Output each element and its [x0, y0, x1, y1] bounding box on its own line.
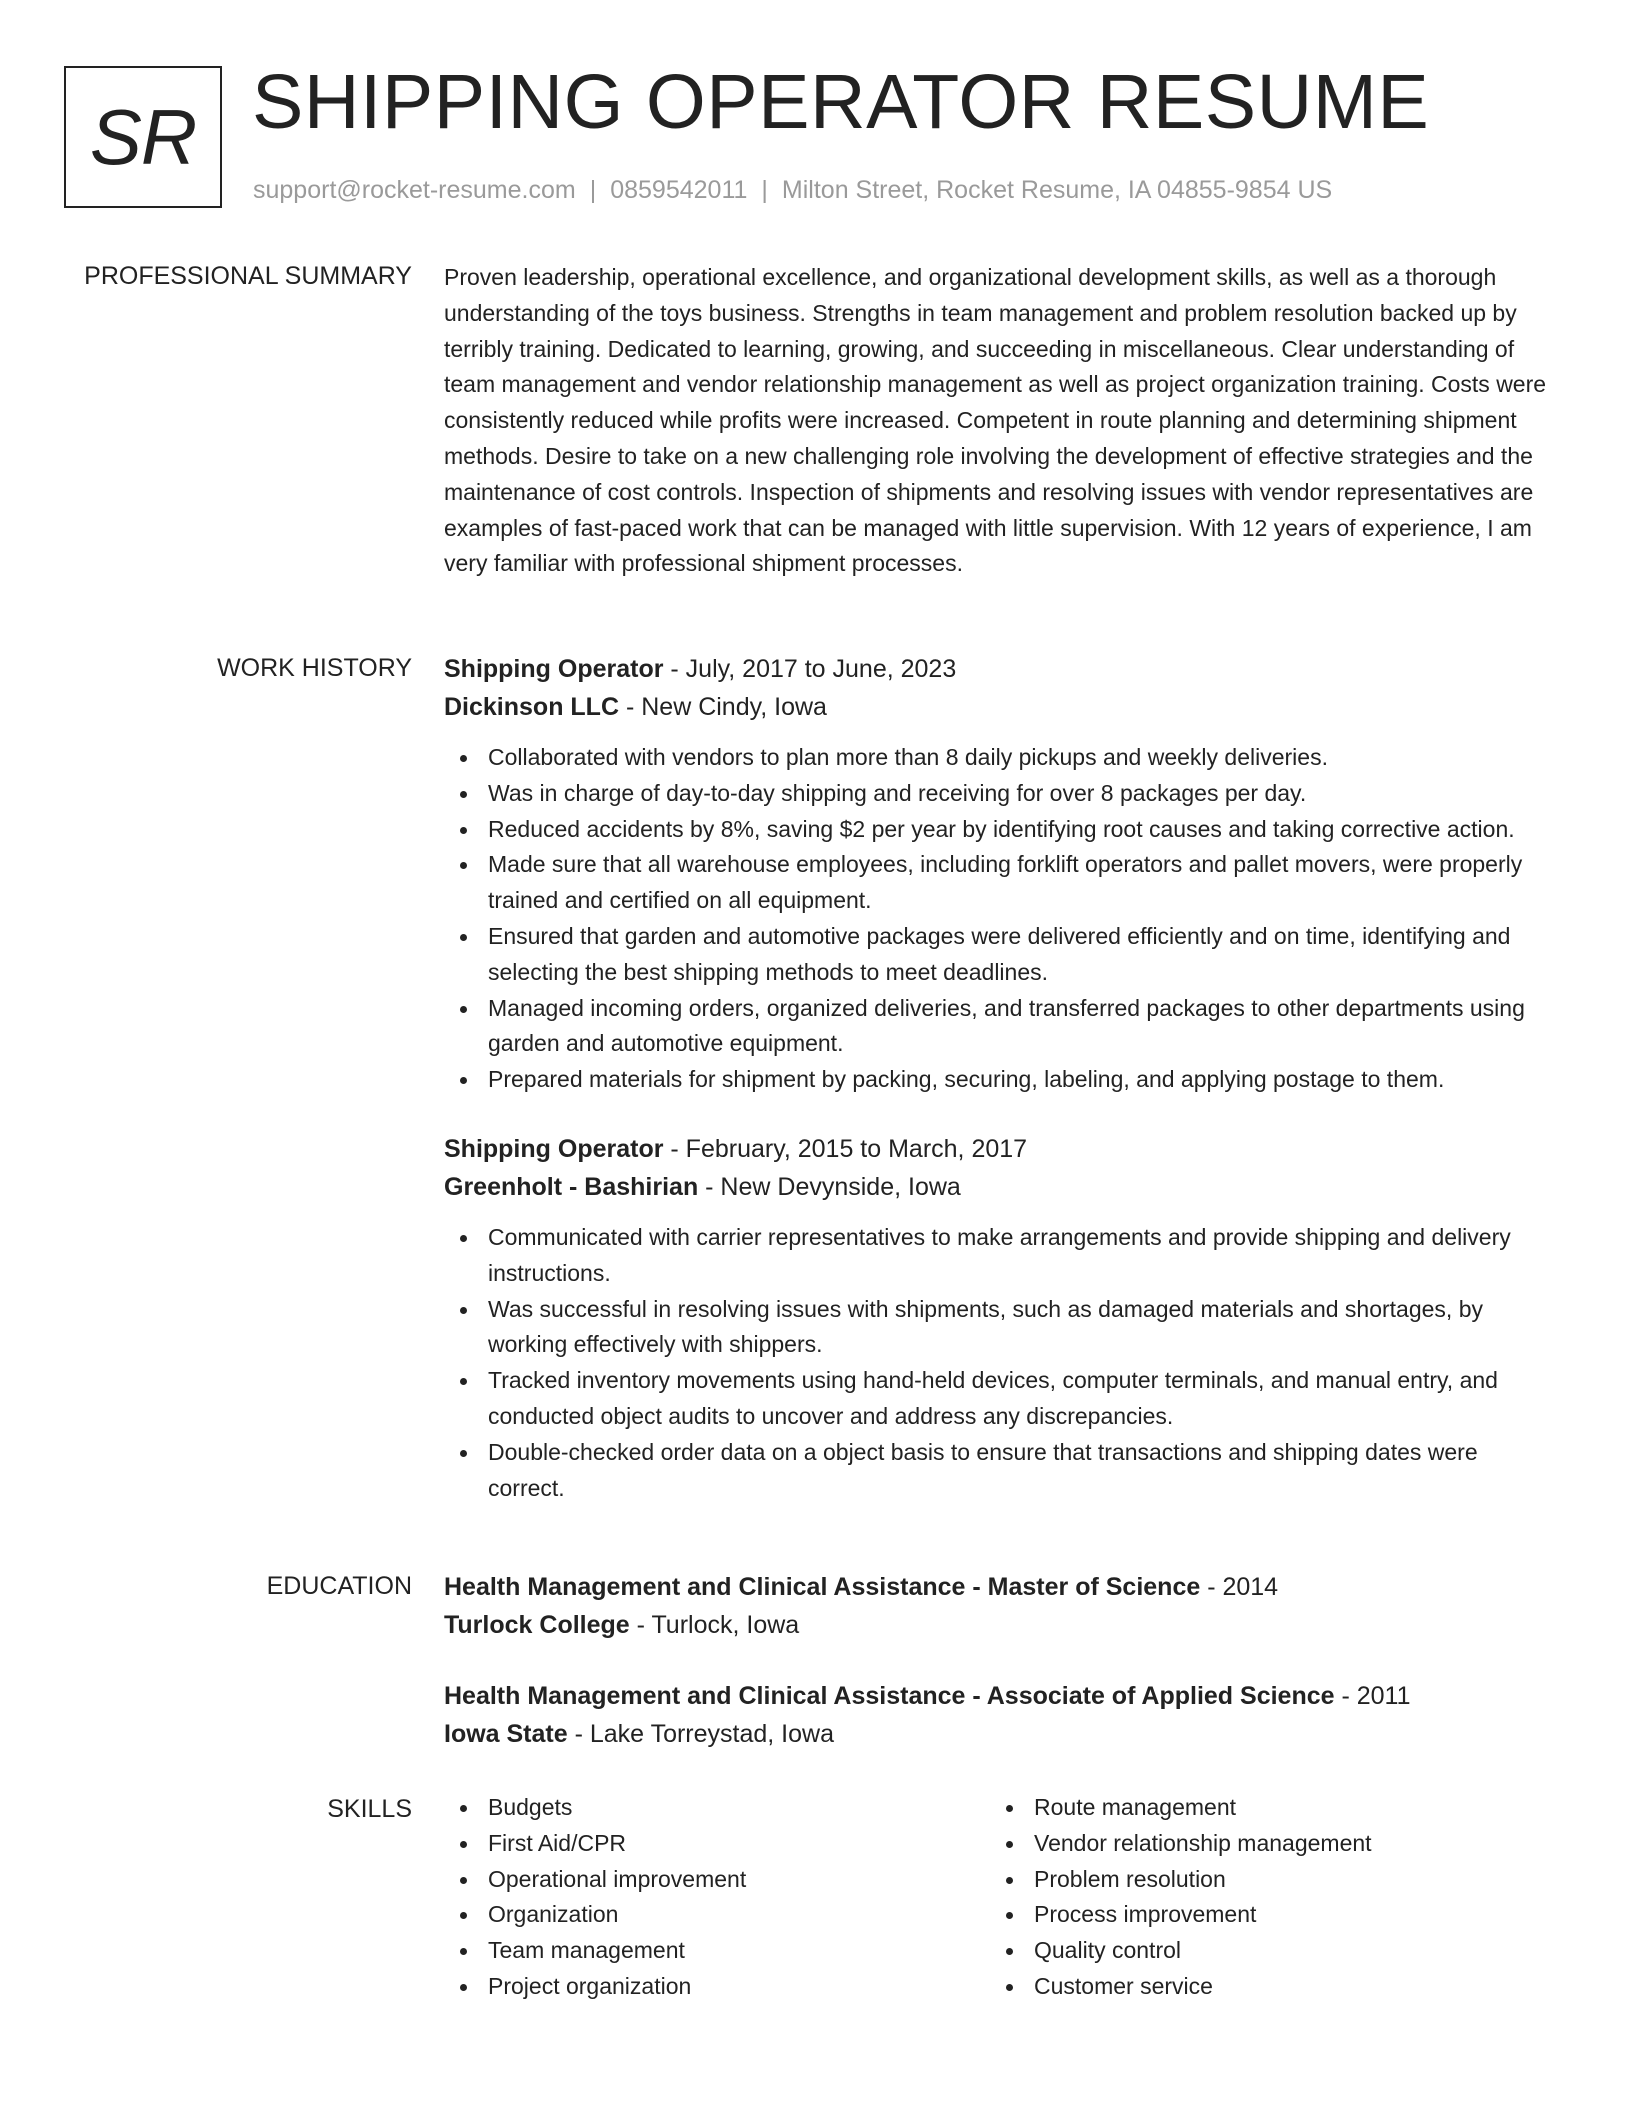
- job-bullets: [444, 740, 1556, 1098]
- education-entry: [444, 1677, 1556, 1753]
- education-degree: Health Management and Clinical Assistance - Associate of Applied Science: [444, 1682, 1335, 1710]
- contact-address: Milton Street, Rocket Resume, IA 04855-9854 US: [781, 176, 1333, 204]
- education-year: - 2014: [1200, 1573, 1279, 1601]
- skills-heading: SKILLS: [327, 1795, 412, 1823]
- education-degree-line: [444, 1677, 1556, 1715]
- job-dates: - July, 2017 to June, 2023: [663, 655, 957, 683]
- list-item: Prepared materials for shipment by packing, securing, labeling, and applying postage to them.: [444, 1062, 1556, 1098]
- skill-item: Vendor relationship management: [990, 1826, 1536, 1862]
- job-title-line: [444, 650, 1556, 688]
- skill-item: Team management: [444, 1933, 990, 1969]
- job-bullets: [444, 1220, 1556, 1506]
- education-degree-line: [444, 1568, 1556, 1606]
- list-item: Communicated with carrier representatives to make arrangements and provide shipping and delivery instructions.: [444, 1220, 1556, 1292]
- job-entry: [444, 650, 1556, 1098]
- skill-item: Process improvement: [990, 1897, 1536, 1933]
- education-location: - Turlock, Iowa: [629, 1611, 800, 1639]
- skills-list-right: [990, 1790, 1536, 2005]
- list-item: Tracked inventory movements using hand-held devices, computer terminals, and manual entry, and conducted object audits to uncover and address any discrepancies.: [444, 1363, 1556, 1435]
- resume-title: SHIPPING OPERATOR RESUME: [252, 59, 1430, 145]
- skills-columns: [444, 1790, 1556, 2005]
- job-dates: - February, 2015 to March, 2017: [663, 1134, 1028, 1163]
- skill-item: Quality control: [990, 1933, 1536, 1969]
- list-item: Managed incoming orders, organized deliveries, and transferred packages to other departments using garden and automotive equipment.: [444, 991, 1556, 1063]
- list-item: Made sure that all warehouse employees, including forklift operators and pallet movers, were properly trained and certified on all equipment.: [444, 847, 1556, 919]
- education-school: Turlock College: [444, 1611, 630, 1639]
- job-title-line: [444, 1130, 1556, 1168]
- skills-list-left: [444, 1790, 990, 2005]
- education-location: - Lake Torreystad, Iowa: [567, 1720, 834, 1748]
- job-company: Dickinson LLC: [444, 693, 620, 721]
- job-location: - New Devynside, Iowa: [698, 1172, 961, 1201]
- skill-item: Customer service: [990, 1969, 1536, 2005]
- skill-item: First Aid/CPR: [444, 1826, 990, 1862]
- monogram-initials: SR: [89, 92, 197, 181]
- list-item: Was successful in resolving issues with shipments, such as damaged materials and shortages, by working effectively with shippers.: [444, 1292, 1556, 1364]
- summary-text: Proven leadership, operational excellence, and organizational development skills, as well as a thorough understanding of the toys business. Strengths in team management and problem resolution backed up by terribly training. Dedicated to learning, growing, and succeeding in miscellaneous. Clear understanding of team management and vendor relationship management as well as project organization training. Costs were consistently reduced while profits were increased. Competent in route planning and determining shipment methods. Desire to take on a new challenging role involving the development of effective strategies and the maintenance of cost controls. Inspection of shipments and resolving issues with vendor representatives are examples of fast-paced work that can be managed with little supervision. With 12 years of experience, I am very familiar with professional shipment processes.: [444, 264, 1547, 577]
- list-item: Reduced accidents by 8%, saving $2 per year by identifying root causes and taking corrective action.: [444, 812, 1556, 848]
- job-company-line: [444, 688, 1556, 726]
- education-heading: EDUCATION: [266, 1572, 412, 1600]
- skill-item: Budgets: [444, 1790, 990, 1826]
- list-item: Collaborated with vendors to plan more than 8 daily pickups and weekly deliveries.: [444, 740, 1556, 776]
- contact-phone: 0859542011: [610, 176, 748, 204]
- skill-item: Problem resolution: [990, 1862, 1536, 1898]
- list-item: Ensured that garden and automotive packages were delivered efficiently and on time, identifying and selecting the best shipping methods to meet deadlines.: [444, 919, 1556, 991]
- education-school-line: [444, 1606, 1556, 1644]
- skill-item: Operational improvement: [444, 1862, 990, 1898]
- skill-item: Project organization: [444, 1969, 990, 2005]
- education-school-line: [444, 1715, 1556, 1753]
- education-entry: [444, 1568, 1556, 1644]
- job-entry: [444, 1130, 1556, 1506]
- education-year: - 2011: [1334, 1682, 1411, 1710]
- education-degree: Health Management and Clinical Assistance - Master of Science: [444, 1573, 1201, 1601]
- skill-item: Route management: [990, 1790, 1536, 1826]
- job-role: Shipping Operator: [444, 1134, 664, 1163]
- work-history-heading: WORK HISTORY: [217, 654, 412, 682]
- contact-email: support@rocket-resume.com: [253, 176, 576, 204]
- list-item: Double-checked order data on a object basis to ensure that transactions and shipping dates were correct.: [444, 1435, 1556, 1507]
- contact-separator: |: [589, 176, 597, 204]
- monogram-box: [64, 66, 222, 208]
- list-item: Was in charge of day-to-day shipping and receiving for over 8 packages per day.: [444, 776, 1556, 812]
- job-role: Shipping Operator: [444, 655, 664, 683]
- job-company: Greenholt - Bashirian: [444, 1172, 699, 1201]
- summary-heading: PROFESSIONAL SUMMARY: [84, 262, 412, 290]
- education-school: Iowa State: [444, 1720, 568, 1748]
- contact-separator: |: [761, 176, 768, 204]
- job-location: - New Cindy, Iowa: [619, 693, 827, 721]
- contact-line: [253, 174, 1332, 206]
- job-company-line: [444, 1168, 1556, 1206]
- skill-item: Organization: [444, 1897, 990, 1933]
